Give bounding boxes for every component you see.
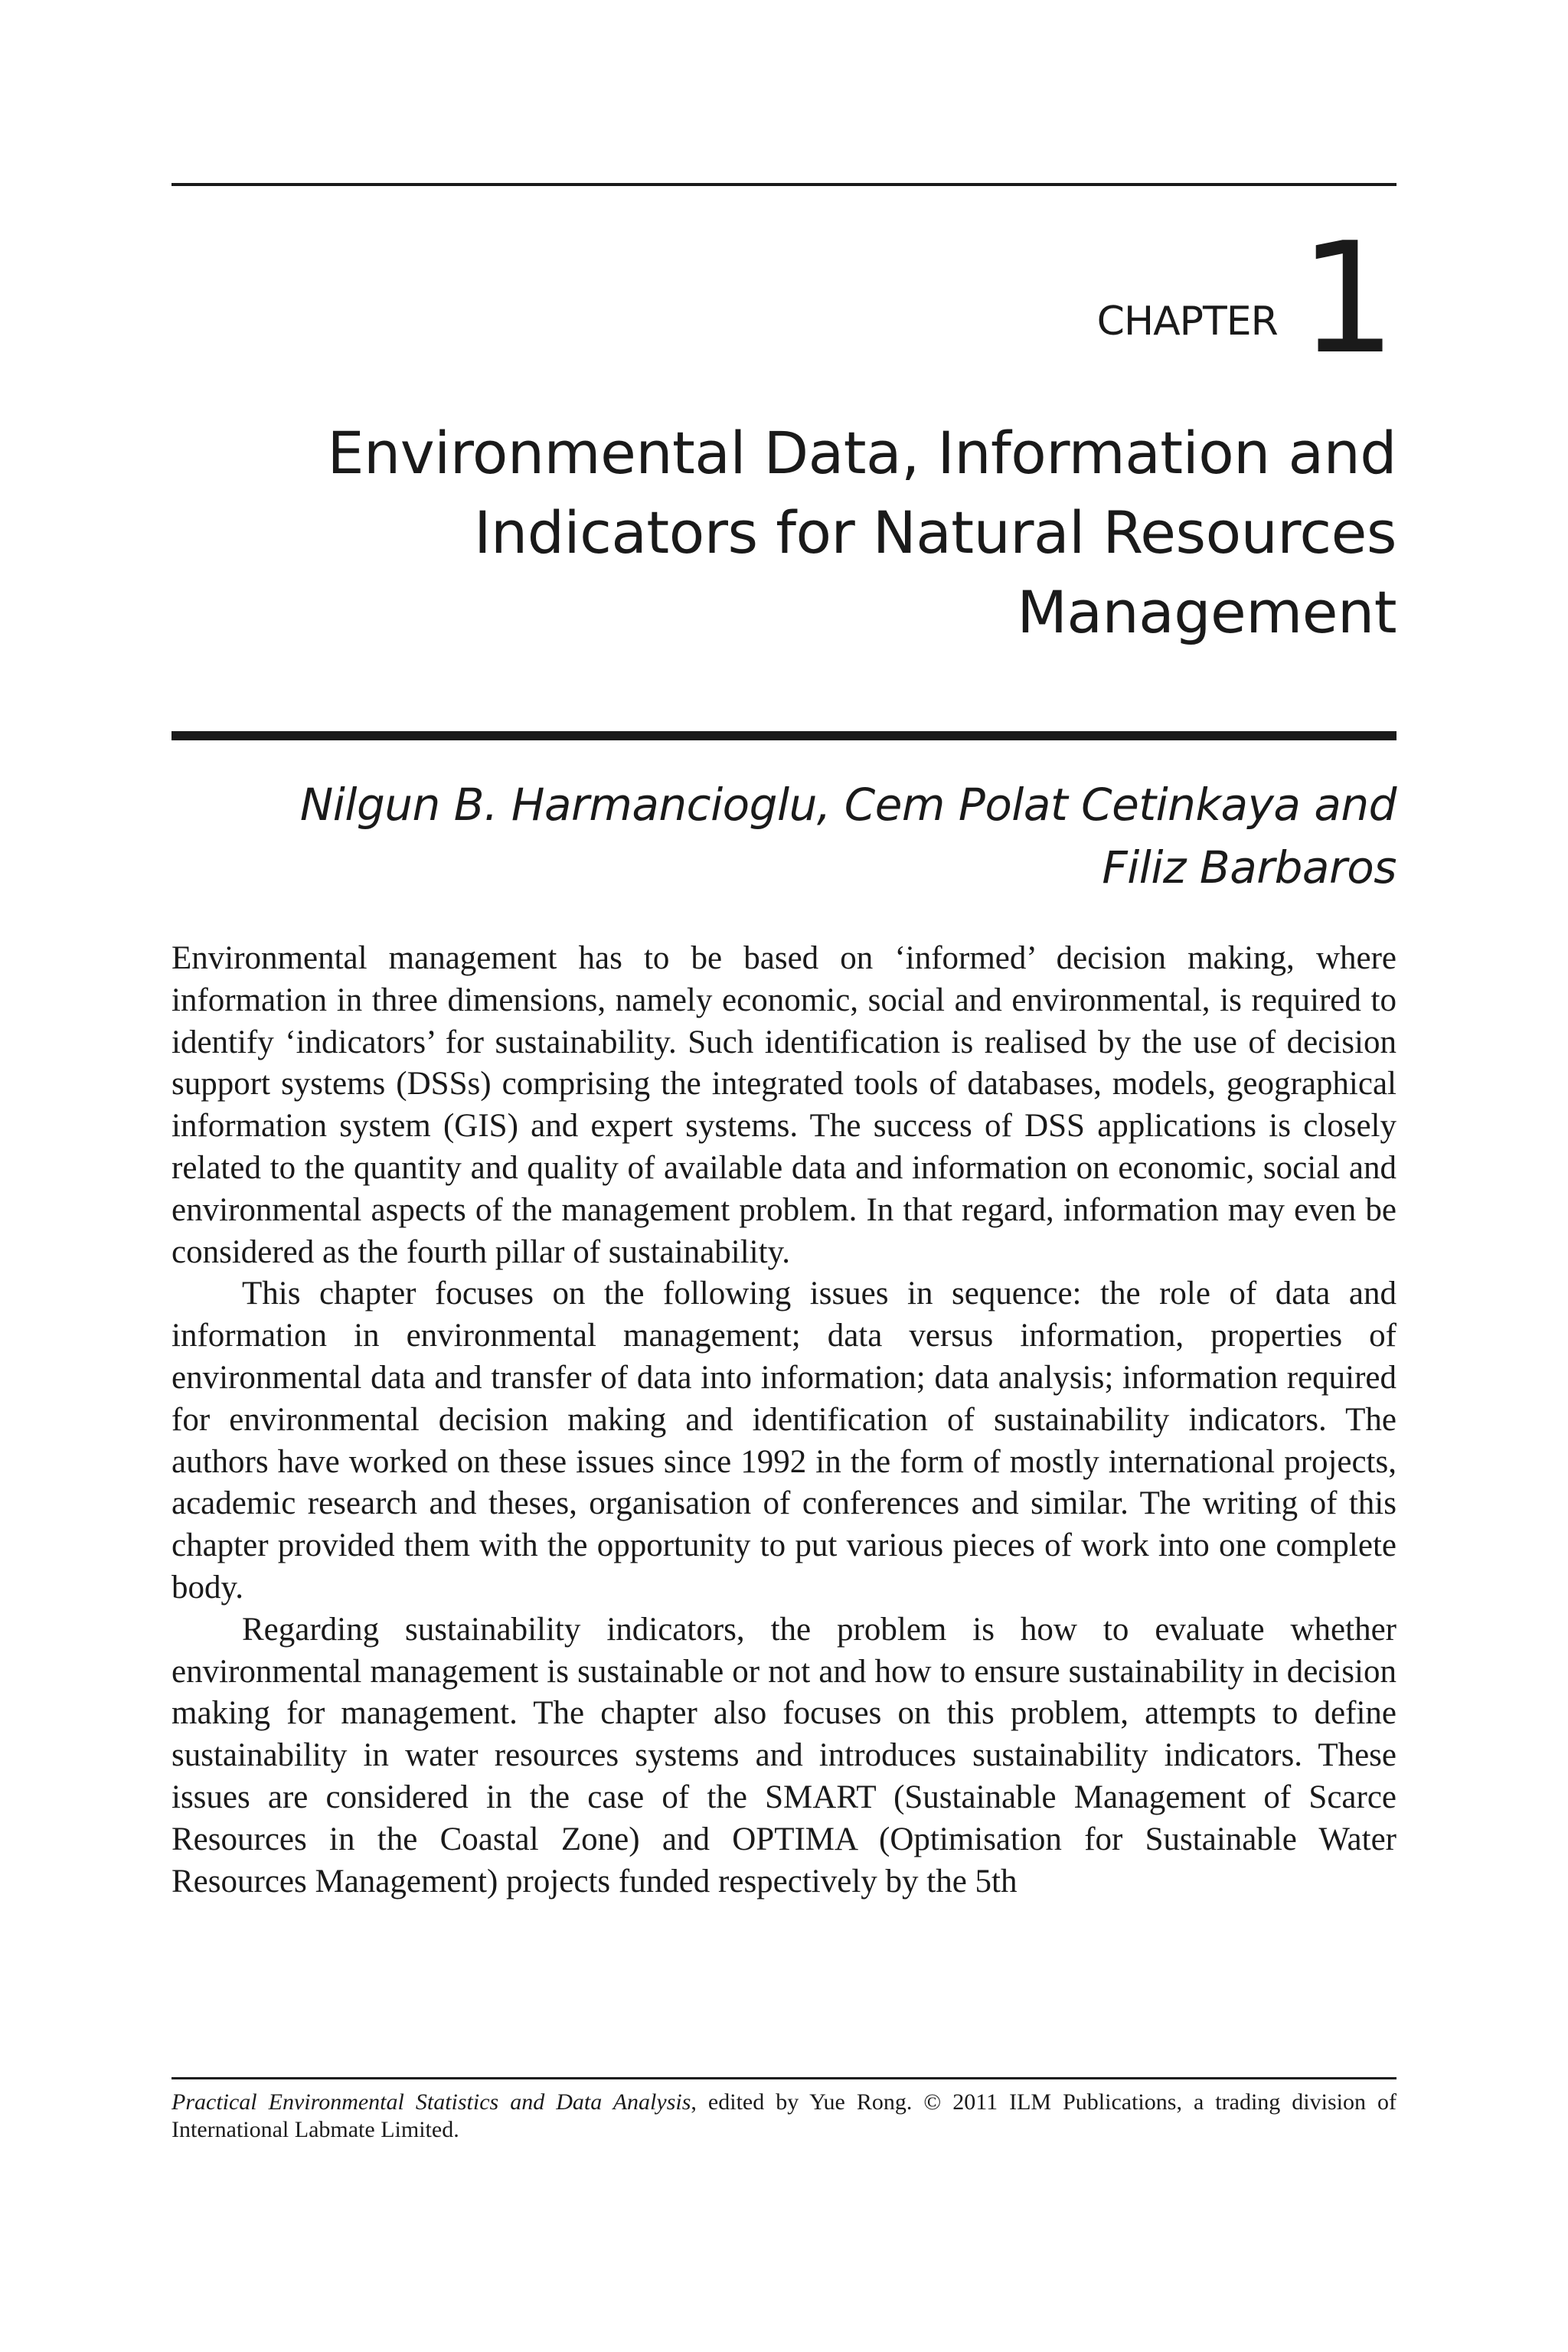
body-text: [172, 938, 1396, 1903]
paragraph: Environmental management has to be based on ‘informed’ decision making, where information in three dimensions, namely economic, social and environmental, is required to identify ‘indicators’ for sustainability. Such identification is realised by the use of decision support systems (DSSs) comprising the integrated tools of databases, models, geographical information system (GIS) and expert systems. The success of DSS applications is closely related to the quantity and quality of available data and information on economic, social and environmental aspects of the management problem. In that regard, information may even be considered as the fourth pillar of sustainability.: [172, 940, 1396, 1270]
chapter-number: 1: [1298, 210, 1396, 388]
chapter-title: [248, 413, 1396, 652]
book-title: Practical Environmental Statistics and Data Analysis: [172, 2089, 691, 2115]
chapter-title-line: Management: [1017, 578, 1396, 646]
authors: [248, 773, 1396, 899]
chapter-title-line: Indicators for Natural Resources: [474, 498, 1396, 567]
footnote-text: , edited by Yue Rong. © 2011 ILM Publications, a trading division of International Labmate Limited.: [172, 2089, 1396, 2142]
footnote-rule: [172, 2077, 1396, 2079]
chapter-heading: [1096, 210, 1396, 388]
paragraph: Regarding sustainability indicators, the problem is how to evaluate whether environmental management is sustainable or not and how to ensure sustainability in decision making for management. The chapter also focuses on this problem, attempts to define sustainability in water resources systems and introduces sustainability indicators. These issues are considered in the case of the SMART (Sustainable Management of Scarce Resources in the Coastal Zone) and OPTIMA (Optimisation for Sustainable Water Resources Management) projects funded respectively by the 5th: [172, 1611, 1396, 1900]
chapter-title-line: Environmental Data, Information and: [327, 419, 1396, 487]
top-rule: [172, 183, 1396, 186]
chapter-label: CHAPTER: [1096, 299, 1278, 345]
title-rule: [172, 731, 1396, 740]
authors-line: Nilgun B. Harmancioglu, Cem Polat Cetinkaya and: [299, 779, 1396, 831]
authors-line: Filiz Barbaros: [1102, 841, 1396, 893]
paragraph: This chapter focuses on the following issues in sequence: the role of data and information in environmental management; data versus information, properties of environmental data and transfer of data into information; data analysis; information required for environmental decision making and identification of sustainability indicators. The authors have worked on these issues since 1992 in the form of mostly international projects, academic research and theses, organisation of conferences and similar. The writing of this chapter provided them with the opportunity to put various pieces of work into one complete body.: [172, 1276, 1396, 1606]
footnote: [172, 2089, 1396, 2144]
